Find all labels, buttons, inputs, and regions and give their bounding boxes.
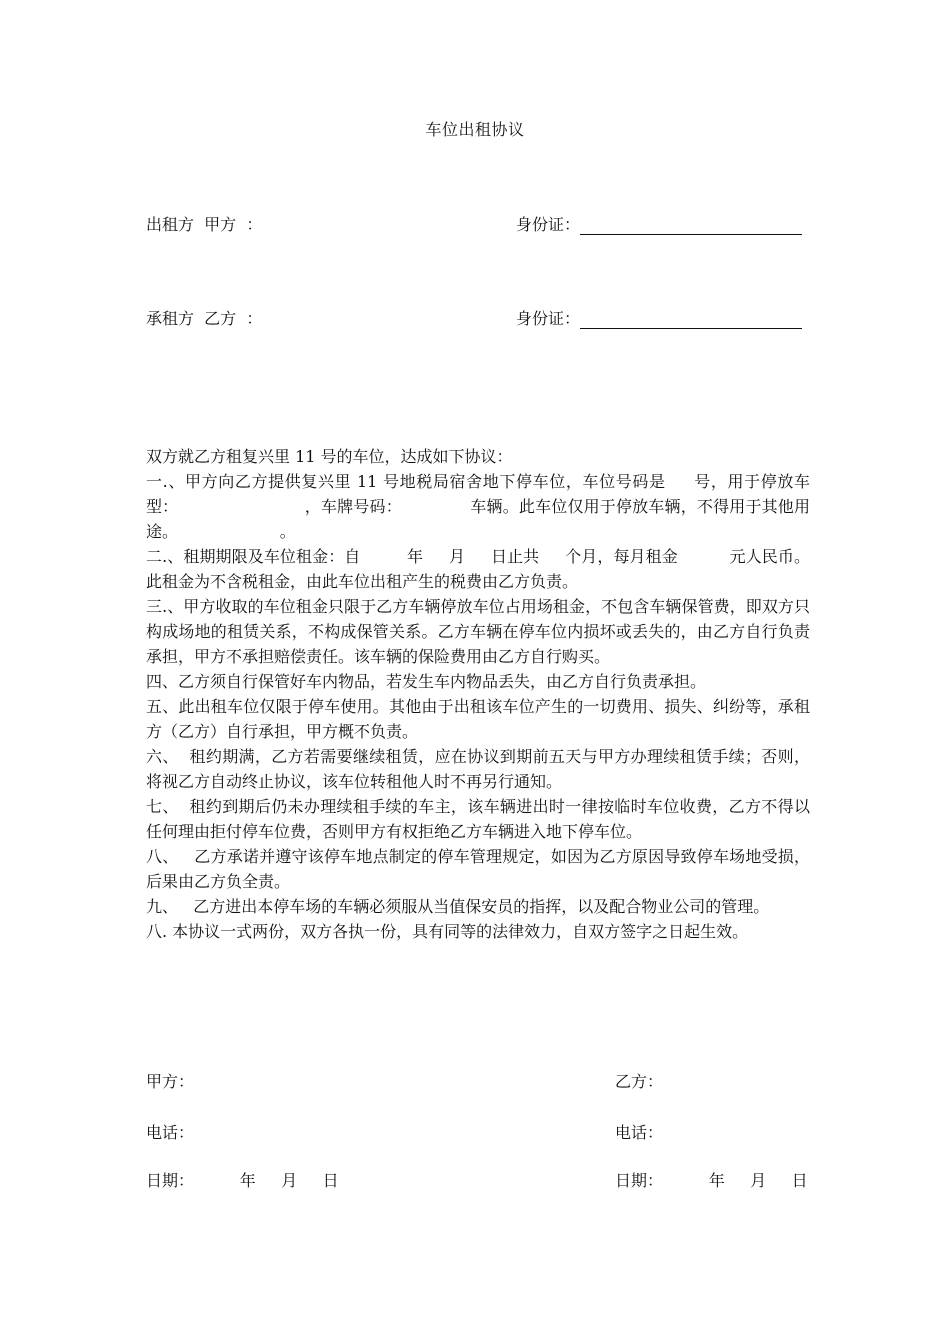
- lessor-id-label: 身份证：: [516, 215, 581, 234]
- party-b-date-label: 日期： 年 月 日: [615, 1171, 808, 1190]
- clause-2: 二.、租期期限及车位租金：自 年 月 日止共 个月，每月租金 元人民币。此租金为不含税租金，由此车位出租产生的税费由乙方负责。: [146, 547, 810, 591]
- signature-party-row: [146, 1069, 810, 1093]
- party-a-phone-label: 电话：: [146, 1123, 195, 1142]
- clause-3: 三.、甲方收取的车位租金只限于乙方车辆停放车位占用场租金，不包含车辆保管费，即双方只构成场地的租赁关系，不构成保管关系。乙方车辆在停车位内损坏或丢失的，由乙方自行负责承担，甲方不承担赔偿责任。该车辆的保险费用由乙方自行购买。: [146, 597, 810, 666]
- party-b-signature-label: 乙方：: [615, 1072, 664, 1091]
- document-title: 车位出租协议: [425, 120, 525, 139]
- clause-9: 九、 乙方进出本停车场的车辆必须服从当值保安员的指挥，以及配合物业公司的管理。: [146, 897, 770, 916]
- party-b-phone-label: 电话：: [615, 1123, 664, 1142]
- clause-4: 四、乙方须自行保管好车内物品，若发生车内物品丢失，由乙方自行负责承担。: [146, 672, 707, 691]
- clause-6: 六、 租约期满，乙方若需要继续租赁，应在协议到期前五天与甲方办理续租赁手续；否则，将视乙方自动终止协议，该车位转租他人时不再另行通知。: [146, 747, 810, 791]
- clause-10: 八. 本协议一式两份，双方各执一份，具有同等的法律效力，自双方签字之日起生效。: [146, 922, 749, 941]
- lessor-id-field: [516, 212, 802, 235]
- signature-phone-row: [146, 1120, 810, 1144]
- clause-1: 一.、甲方向乙方提供复兴里 11 号地税局宿舍地下停车位，车位号码是 号，用于停放车型： ，车牌号码： 车辆。此车位仅用于停放车辆，不得用于其他用途。 。: [146, 472, 810, 541]
- lessor-label: 出租方 甲方 ：: [146, 215, 263, 234]
- clause-8: 八、 乙方承诺并遵守该停车地点制定的停车管理规定，如因为乙方原因导致停车场地受损，后果由乙方负全责。: [146, 847, 810, 891]
- party-a-signature-label: 甲方：: [146, 1072, 195, 1091]
- intro-paragraph: 双方就乙方租复兴里 11 号的车位，达成如下协议：: [146, 447, 513, 466]
- lessee-label: 承租方 乙方 ：: [146, 309, 263, 328]
- lessee-id-field: [516, 306, 802, 329]
- lessee-id-label: 身份证：: [516, 309, 581, 328]
- signature-date-row: [146, 1168, 810, 1192]
- lessee-row: [146, 306, 810, 330]
- agreement-body: [146, 444, 810, 944]
- party-a-date-label: 日期： 年 月 日: [146, 1171, 339, 1190]
- lessor-id-blank: [580, 218, 802, 235]
- clause-7: 七、 租约到期后仍未办理续租手续的车主，该车辆进出时一律按临时车位收费，乙方不得以任何理由拒付停车位费，否则甲方有权拒绝乙方车辆进入地下停车位。: [146, 797, 810, 841]
- lessor-row: [146, 212, 810, 236]
- lessee-id-blank: [580, 312, 802, 329]
- clause-5: 五、此出租车位仅限于停车使用。其他由于出租该车位产生的一切费用、损失、纠纷等，承租方（乙方）自行承担，甲方概不负责。: [146, 697, 810, 741]
